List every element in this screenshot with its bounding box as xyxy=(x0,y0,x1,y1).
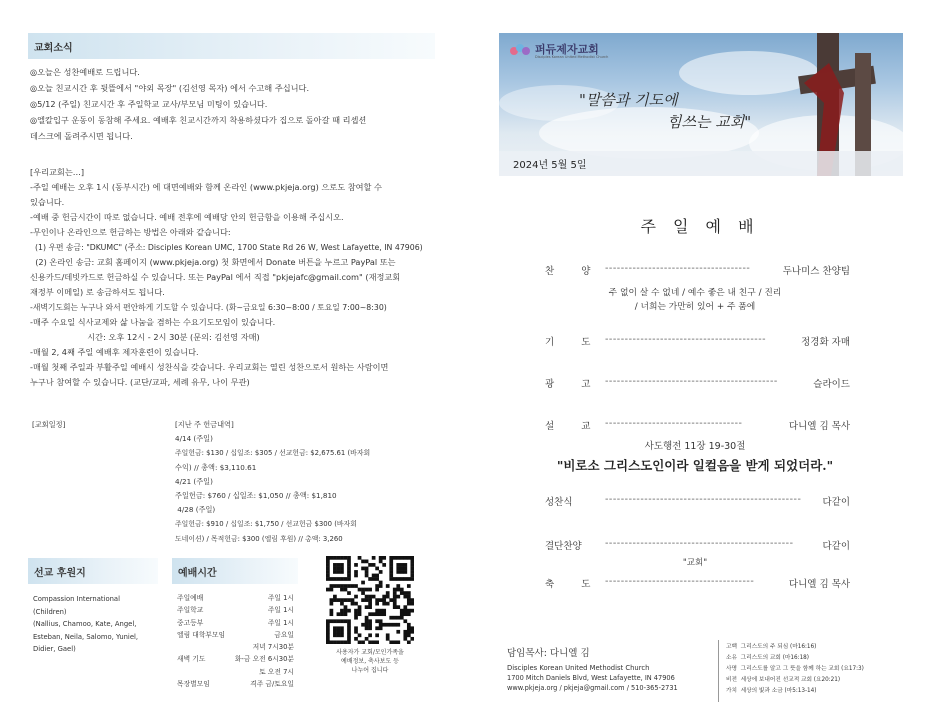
footer-church: Disciples Korean United Methodist Church xyxy=(507,664,650,672)
offering-section xyxy=(175,418,440,546)
footer-contact: www.pkjeja.org / pkjeja@gmail.com / 510-365-2731 xyxy=(507,684,678,692)
list-item: -매월 첫째 주일과 부활주일 예배시 성찬식을 갖습니다. 우리교회는 열린 성찬으로서 원하는 사람이면 xyxy=(30,362,389,372)
list-item: (2) 온라인 송금: 교회 홈페이지 (www.pkjeja.org) 첫 화면에서 Donate 버튼을 누르고 PayPal 또는 xyxy=(30,257,396,267)
list-item: 신용카드/데빗카드로 헌금하실 수 있습니다. 또는 PayPal 에서 직접 "pkjejafc@gmail.com" (재정교회 xyxy=(30,272,401,282)
list-item: -새벽기도회는 누구나 와서 편안하게 기도할 수 있습니다. (화~금요일 6:30~8:00 / 토요일 7:00~8:30) xyxy=(30,303,387,312)
list-item: Didier, Gael) xyxy=(33,645,76,653)
list-item: 가치 세상의 빛과 소금 (마5:13-14) xyxy=(726,688,817,694)
table-row: 엘림 대학부모임 금요일 xyxy=(177,630,294,639)
slogan-line-2: 힘쓰는 교회" xyxy=(667,113,752,131)
list-item: 데스크에 돌려주시면 됩니다. xyxy=(30,131,133,141)
offering-line: 4/28 (주일) xyxy=(175,505,216,515)
list-item: -매주 수요일 식사교제와 삶 나눔을 겸하는 수요기도모임이 있습니다. xyxy=(30,317,276,327)
list-item: 비전 세상에 보내어진 선교적 교회 (요20:21) xyxy=(726,677,841,683)
worship-times-table xyxy=(177,592,294,690)
list-item: 시간: 오후 12시 - 2시 30분 (문의: 김선영 자매) xyxy=(30,332,260,342)
service-date: 2024년 5월 5일 xyxy=(513,160,587,171)
list-item: ◎오늘은 성찬예배로 드립니다. xyxy=(30,67,140,77)
list-item: -무인이나 온라인으로 헌금하는 방법은 아래와 같습니다: xyxy=(30,227,231,237)
about-title: [우리교회는…] xyxy=(30,167,85,177)
worship-times-header xyxy=(172,558,298,584)
church-subtitle: Disciples Korean United Methodist Church xyxy=(535,55,609,59)
list-item: 소유 그리스도의 교회 (마16:18) xyxy=(726,655,810,661)
scripture: 사도행전 11장 19-30절 xyxy=(644,441,746,452)
table-row: 토 오전 7시 xyxy=(259,667,294,676)
list-item: ◎오늘 친교시간 후 뒷뜰에서 "야외 목장" (김선영 목자) 에서 수고해 주십니다. xyxy=(30,83,310,93)
church-logo-icon xyxy=(509,42,531,56)
service-title: 주 일 예 배 xyxy=(640,217,760,236)
list-item: 재정부 이메일) 로 송금하셔도 됩니다. xyxy=(30,287,165,297)
sermon-title: "비로소 그리스도인이라 일컬음을 받게 되었더라." xyxy=(556,458,834,473)
list-item: (1) 우편 송금: "DKUMC" (주소: Disciples Korean UMC, 1700 State Rd 26 W, West Lafayette, IN 47906) xyxy=(30,243,423,252)
table-row: 목장별모임 격주 금/토요일 xyxy=(177,680,294,689)
offering-line: 4/14 (주일) xyxy=(175,434,213,444)
news-header-label: 교회소식 xyxy=(34,43,73,54)
list-item: -매월 2, 4째 주일 예배후 제자훈련이 있습니다. xyxy=(30,347,199,357)
footer-divider xyxy=(718,640,719,702)
church-name: 퍼듀제자교회 xyxy=(535,43,599,56)
offering-line: 4/21 (주일) xyxy=(175,476,213,486)
vision-list xyxy=(726,642,906,697)
qr-code-image xyxy=(326,556,414,644)
table-row: 새벽 기도 화-금 오전 6시30분 xyxy=(177,655,294,664)
table-row: 주일학교 주일 1시 xyxy=(177,606,294,615)
mission-header-label: 선교 후원지 xyxy=(34,568,86,579)
pastor-name: 담임목사: 다니엘 김 xyxy=(507,648,590,659)
list-item: ◎엘칼입구 운동이 동참해 주세요. 예배후 친교시간까지 착용하셨다가 집으로 돌아갈 때 리셉션 xyxy=(30,115,367,125)
list-item: 있습니다. xyxy=(30,197,65,207)
list-item: -주일 예배는 오후 1시 (동부시간) 에 대면예배와 함께 온라인 (www.pkjeja.org) 으로도 참여할 수 xyxy=(30,182,382,192)
list-item: Esteban, Neila, Salomo, Yuniel, xyxy=(33,632,139,641)
list-item: Compassion International xyxy=(33,595,120,603)
list-item: (Nallius, Chamoo, Kate, Angel, xyxy=(33,620,137,628)
mission-header xyxy=(28,558,158,584)
about-section xyxy=(30,165,440,390)
footer-address: 1700 Mitch Daniels Blvd, West Lafayette, IN 47906 xyxy=(507,674,675,682)
offering-line: 주일헌금: $910 / 십일조: $1,750 / 선교헌금 $300 (바자회 xyxy=(175,520,357,529)
offering-title: [지난 주 헌금내역] xyxy=(175,420,234,429)
news-list xyxy=(30,64,440,144)
offering-line: 수익) // 총액: $3,110.61 xyxy=(175,462,257,472)
mission-list xyxy=(33,593,163,656)
news-header xyxy=(28,33,435,59)
table-row: 저녁 7시30분 xyxy=(252,643,294,652)
list-item: ◎5/12 (주일) 친교시간 후 주일학교 교사/부모님 미팅이 있습니다. xyxy=(30,99,268,109)
offering-line: 주일헌금: $130 / 십일조: $305 / 선교헌금: $2,675.61 (바자회 xyxy=(175,449,371,458)
list-item: 고백 그리스도의 주 되심 (마16:16) xyxy=(726,644,817,650)
closing-song: "교회" xyxy=(682,558,708,568)
offering-line: 도네이션) / 목적헌금: $300 (엘림 후원) // 총액: 3,260 xyxy=(175,534,343,543)
footer-info xyxy=(507,645,717,693)
table-row: 주일예배 주일 1시 xyxy=(177,594,294,602)
qr-code[interactable] xyxy=(326,556,414,644)
list-item: 사명 그리스도를 알고 그 뜻을 함께 하는 교회 (요17:3) xyxy=(726,666,864,672)
date-bar xyxy=(499,151,903,176)
slogan-line-1: "말씀과 기도에 xyxy=(579,91,678,109)
qr-caption: 사용자가 교회/모인가족을 예배정보, 축사보도 등 나누어 집니다 xyxy=(336,649,404,674)
offering-line: 주일헌금: $760 / 십일조: $1,050 // 총액: $1,810 xyxy=(175,491,337,501)
list-item: 누구나 참여할 수 있습니다. (교단/교파, 세례 유무, 나이 무관) xyxy=(30,377,250,387)
table-row: 중고등부 주일 1시 xyxy=(177,618,294,627)
list-item: (Children) xyxy=(33,607,67,616)
song-list: 주 없이 살 수 없네 / 예수 좋은 내 친구 / 진리 / 너희는 가만히 있어 + 주 품에 xyxy=(608,288,782,312)
schedule-title: [교회일정] xyxy=(32,420,66,429)
worship-times-header-label: 예배시간 xyxy=(178,568,217,579)
list-item: -예배 중 헌금시간이 따로 없습니다. 예배 전후에 예배당 안의 헌금함을 이용해 주십시오. xyxy=(30,212,344,222)
